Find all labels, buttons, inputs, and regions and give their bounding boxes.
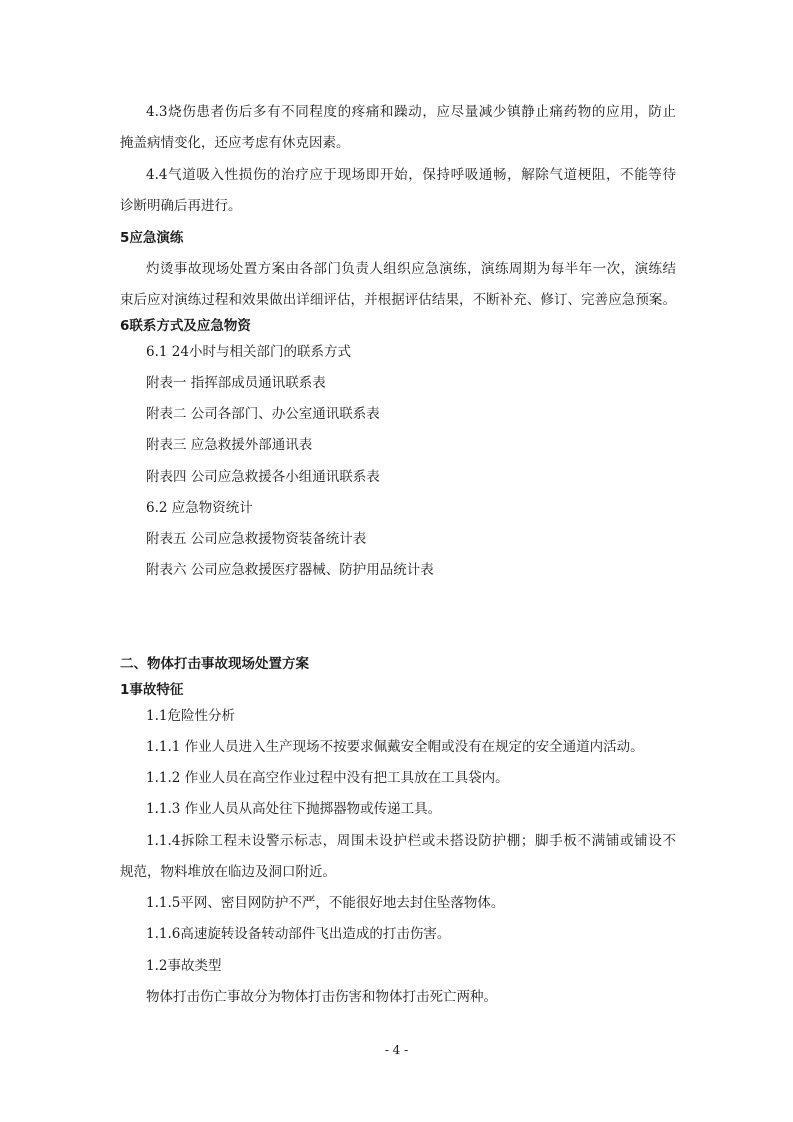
item-1-1-6: 1.1.6高速旋转设备转动部件飞出造成的打击伤害。 (146, 926, 451, 942)
item-1-1-3: 1.1.3 作业人员从高处往下抛掷器物或传递工具。 (146, 801, 442, 817)
item-1-1-1: 1.1.1 作业人员进入生产现场不按要求佩戴安全帽或没有在规定的安全通道内活动。 (146, 739, 644, 755)
item-6-1: 6.1 24小时与相关部门的联系方式 (146, 344, 351, 360)
appendix-table-4: 附表四 公司应急救援各小组通讯联系表 (146, 469, 380, 485)
heading-1-features: 1事故特征 (120, 682, 184, 698)
item-1-1-2: 1.1.2 作业人员在高空作业过程中没有把工具放在工具袋内。 (146, 770, 509, 786)
paragraph-1-2: 物体打击伤亡事故分为物体打击伤害和物体打击死亡两种。 (146, 989, 497, 1005)
appendix-table-5: 附表五 公司应急救援物资装备统计表 (146, 531, 367, 547)
item-6-2: 6.2 应急物资统计 (146, 500, 253, 516)
heading-6-contacts: 6联系方式及应急物资 (120, 318, 251, 334)
item-1-2: 1.2事故类型 (146, 958, 222, 974)
item-1-1-5: 1.1.5平网、密目网防护不严，不能很好地去封住坠落物体。 (146, 895, 505, 911)
paragraph-4-3-line1: 4.3烧伤患者伤后多有不同程度的疼痛和躁动，应尽量减少镇静止痛药物的应用，防止 (146, 104, 676, 120)
item-1-1: 1.1危险性分析 (146, 708, 235, 724)
paragraph-5-line1: 灼烫事故现场处置方案由各部门负责人组织应急演练，演练周期为每半年一次，演练结 (146, 261, 676, 277)
paragraph-4-4-line2: 诊断明确后再进行。 (120, 198, 242, 214)
page-number: - 4 - (384, 1043, 409, 1057)
item-1-1-4-line1: 1.1.4拆除工程未设警示标志，周围未设护栏或未搭设防护棚；脚手板不满铺或铺设不 (146, 833, 676, 849)
appendix-table-6: 附表六 公司应急救援医疗器械、防护用品统计表 (146, 562, 434, 578)
heading-part-2: 二、物体打击事故现场处置方案 (120, 656, 309, 672)
appendix-table-1: 附表一 指挥部成员通讯联系表 (146, 375, 326, 391)
paragraph-4-4-line1: 4.4气道吸入性损伤的治疗应于现场即开始，保持呼吸通畅，解除气道梗阻，不能等待 (146, 167, 676, 183)
heading-5-drill: 5应急演练 (120, 230, 184, 246)
item-1-1-4-line2: 规范，物料堆放在临边及洞口附近。 (120, 864, 336, 880)
appendix-table-2: 附表二 公司各部门、办公室通讯联系表 (146, 406, 380, 422)
appendix-table-3: 附表三 应急救援外部通讯表 (146, 437, 313, 453)
paragraph-4-3-line2: 掩盖病情变化，还应考虑有休克因素。 (120, 135, 350, 151)
paragraph-5-line2: 束后应对演练过程和效果做出详细评估，并根据评估结果，不断补充、修订、完善应急预案。 (120, 292, 676, 308)
